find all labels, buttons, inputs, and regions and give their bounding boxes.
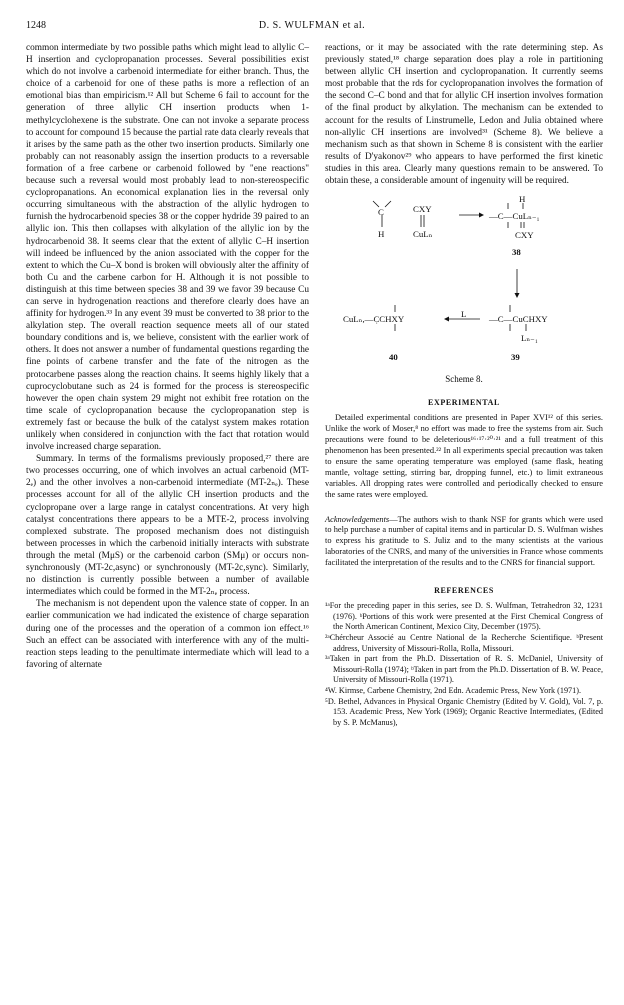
- left-column: [26, 42, 309, 671]
- scheme-bonds: [325, 193, 603, 371]
- acknowledgements-section: [325, 515, 603, 570]
- reference-item: ²ᵃChércheur Associé au Centre National de la Recherche Scientifique. ᵇPresent address, University of Missouri-Rolla, Rolla, Missouri.: [325, 632, 603, 653]
- compound-40-number: 40: [389, 352, 398, 363]
- compound-38-number: 38: [512, 247, 521, 258]
- reference-item: ⁵D. Bethel, Advances in Physical Organic Chemistry (Edited by V. Gold), Vol. 7, p. 153. Academic Press, New York (1969); Organic Reactive Intermediates, (Edited by S. P. McManus),: [325, 696, 603, 727]
- species-39: —C—CuCHXY: [489, 314, 548, 325]
- species-39-ligands: Lₙ₋₁: [521, 333, 538, 344]
- page-number: 1248: [26, 20, 46, 31]
- acknowledgements-text: —The authors wish to thank NSF for grants which were used to help purchase a number of capital items and in particular D. S. Wulfman wishes to express his gratitude to S. Juliz and to the many scientists at the various laboratories of the CNRS, and many of the universities in France whose comments facilitated the interpretation of the results and to the CNRS for financial support.: [325, 514, 603, 568]
- reactant-carbenoid: CXY: [413, 204, 432, 215]
- experimental-heading: EXPERIMENTAL: [428, 398, 500, 408]
- body-paragraph: The mechanism is not dependent upon the valence state of copper. In an earlier communication we had indicated the existence of charge separation during one of the processes and the operation of a common ion effect.¹⁶ Such an effect can be associated with interference with any of the multi-reaction steps leading to the penultimate intermediate which will lead to a favoring of alternate: [26, 599, 309, 670]
- reactant-copper-ligands: CuLₙ: [413, 229, 433, 240]
- acknowledgements-heading: Acknowledgements: [325, 514, 390, 524]
- experimental-text: Detailed experimental conditions are presented in Paper XVI¹² of this series. Unlike the work of Moser,⁸ no effort was made to free the systems from air. Such precautions were found to be deleterious¹⁶·¹⁷·²⁰·²¹ and a full treatment of this phenomenon has been presented.²² In all experiments special precaution was taken to ensure the same operating temperature was employed (same flask, heating mantle, voltage setting, stirring bar, dropping funnel, etc.) to limit extraneous variables. All dropping rates were controlled and periodically checked to ensure the same rates were employed.: [325, 413, 603, 499]
- running-head: [26, 20, 598, 34]
- summary-paragraph: Summary. In terms of the formalisms previously proposed,²⁷ there are two processes occurring, one of which involves an actual carbenoid (MT-2ₑ) and the other involves a non-carbenoid intermediate (MT-2ₙₑ). These processes account for all of the allylic CH insertion products and the cyclopropane over a large range in catalyst concentrations. At very high catalyst concentrations there appears to be a MTE-2, process involving complexed substrate. The proposed mechanism does not distinguish between processes in which the carbenoid initially interacts with substrate through the metal (MμS) or the carbenoid carbon (SMμ) or occurs non-synchronously (MT-2c,async) or synchronously (MT-2c,sync). Similarly, no distinction is currently possible between a number of available intermediates which could be formed in the MT-2ₙₑ process.: [26, 454, 309, 598]
- body-paragraph: common intermediate by two possible paths which might lead to allylic C–H insertion and cyclopropanation processes. Several possibilities exist which do not involve a carbenoid intermediate for either branch. Thus, the choice of a carbenoid for one of these paths is more a reflection of an emotional bias than empiricism.¹² All but Scheme 6 fail to account for the generation of three allylic CH insertion products when 1-methylcyclohexene is the substrate. One can not invoke a separate process to account for compound 15 because the partial rate data clearly reveals that it arises by the same path as the other two insertion products. Similarly one probably can not reasonably assign the insertion products to a reversable formation of a free carbene or carbenoid followed by "ene reactions" because such a reversal would most probably lead to non-stereospecific cyclopropanations. An economical explanation lies in the reversal only occurring simultaneous with the abstraction of the allylic hydrogen to furnish the hydrocarbenoid species 38 or the copper hydride 39 paired to an allylic ion. This then collapses with alkylation of the allylic ion by the hydrocarbenoid 38. It seems clear that the extent of allylic C–H insertion will indeed be influenced by the anion associated with the copper for the extent to which the Cu–X bond is broken will obviously alter the affinity of both Cu and the carbene carbon for H. Although it is not possible to distinguish at this time between species 38 and 39 we favor 39 because Cu can serve in hydrogenation reactions and therefore clearly does have an affinity for hydrogen.³³ In any event 39 must be converted to 38 prior to the alkylation step. The overall reaction sequence meets all of our stated boundary conditions and is, we believe, consistent with the earlier work of others. It does not answer a number of fundamental questions regarding the fine points of carbene transfer and the fate of the nitrogen as the protocarbene passes along the reaction chains. It seems highly likely that a cuprocyclobutane such as 24 is formed for the process is stereospecific however the open chain system 29 might not exhibit free rotation on the time scale of cyclopropanation because the cyclopropanation step is extremely fast or because the bulk of the catalyst system makes rotation unlikely when considered in conjunction with the fact that rotation would involve increased charge separation.: [26, 43, 309, 453]
- product-38-cxy: CXY: [515, 230, 534, 241]
- compound-39-number: 39: [511, 352, 520, 363]
- references-heading: REFERENCES: [434, 586, 494, 596]
- reference-item: ¹ᵃFor the preceding paper in this series, see D. S. Wulfman, Tetrahedron 32, 1231 (1976). ᵇPortions of this work were presented at the First Chemical Congress of the North American Continent, Mexico City, December (1975).: [325, 601, 603, 632]
- product-38-hydrogen: H: [519, 194, 526, 205]
- running-head-author: D. S. WULFMAN et al.: [258, 20, 366, 31]
- reactant-hydrogen: H: [378, 229, 385, 240]
- experimental-section: [325, 413, 603, 500]
- product-38-chain: —C—CuLₙ₋₁: [489, 211, 540, 222]
- right-column: [325, 42, 603, 728]
- reference-item: ³ᵃTaken in part from the Ph.D. Dissertation of R. S. McDaniel, University of Missouri-Rolla (1974); ᵇTaken in part from the Ph.D. Dissertation of B. W. Peace, University of Missouri-Rolla (1971).: [325, 654, 603, 685]
- species-40: CuLₙ,—C̣CHXY: [343, 314, 405, 325]
- body-paragraph: reactions, or it may be associated with the rate determining step. As previously stated,¹⁸ charge separation does play a role in partitioning between allylic CH insertion and cyclopropanation. It currently seems most probable that the rds for cyclopropanation involves the formation of the second C–C bond and that for allylic CH insertion involves formation of the final product by alkylation. The mechanism can be extended to account for the results of Linstrumelle, Ledon and Julia obtained where non-allylic CH insertions are involved³¹ (Scheme 8). We believe a mechanism such as that shown in Scheme 8 is consistent with the earlier results of D'yakonov²⁹ who appears to have performed the first kinetic studies in this area. Clearly many questions remain to be answered. To obtain these, a considerable amount of ingenuity will be required.: [325, 43, 603, 187]
- references-list: [325, 601, 603, 728]
- reference-item: ⁴W. Kirmse, Carbene Chemistry, 2nd Edn. Academic Press, New York (1971).: [325, 685, 582, 695]
- arrow-label: L: [461, 309, 467, 320]
- reactant-carbon: C: [378, 207, 384, 218]
- scheme-caption: Scheme 8.: [445, 374, 483, 385]
- scheme-8-diagram: [325, 193, 603, 371]
